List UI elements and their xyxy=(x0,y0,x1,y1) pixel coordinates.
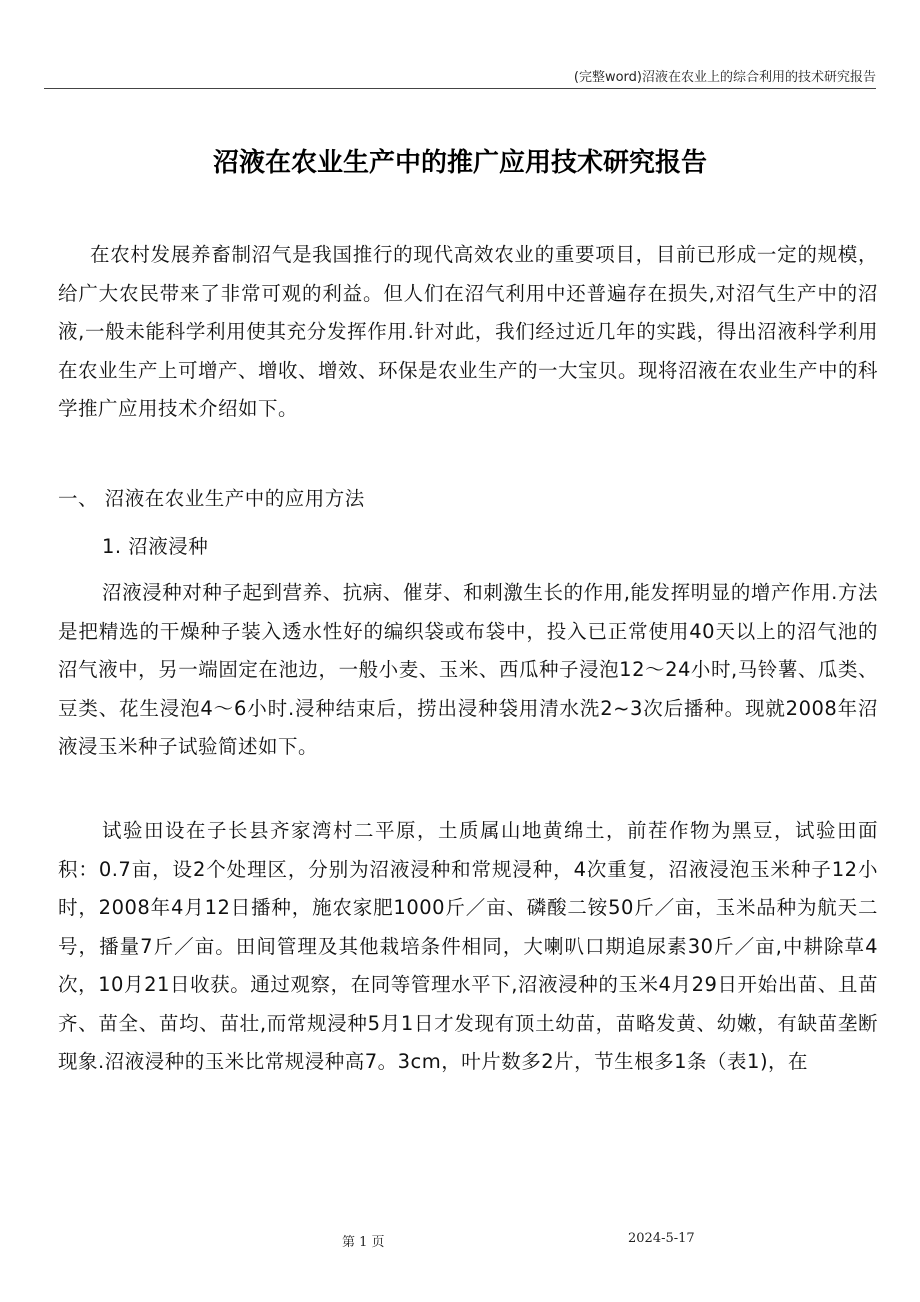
experiment-paragraph: 试验田设在子长县齐家湾村二平原，土质属山地黄绵土，前茬作物为黑豆，试验田面积：0.7亩，设2个处理区，分别为沼液浸种和常规浸种，4次重复，沼液浸泡玉米种子12小时，2008年4月12日播种，施农家肥1000斤／亩、磷酸二铵50斤／亩，玉米品种为航天二号，播量7斤／亩。田间管理及其他栽培条件相同，大喇叭口期追尿素30斤／亩,中耕除草4次，10月21日收获。通过观察，在同等管理水平下,沼液浸种的玉米4月29日开始出苗、且苗齐、苗全、苗均、苗壮,而常规浸种5月1日才发现有顶土幼苗，苗略发黄、幼嫩，有缺苗垄断现象.沼液浸种的玉米比常规浸种高7。3cm，叶片数多2片，节生根多1条（表1)，在 xyxy=(58,819,878,1073)
running-header: (完整word)沼液在农业上的综合利用的技术研究报告 xyxy=(573,70,876,85)
section-heading: 一、 沼液在农业生产中的应用方法 xyxy=(58,487,365,510)
header-rule xyxy=(44,88,876,89)
subsection-heading: 1. 沼液浸种 xyxy=(102,535,209,558)
method-paragraph: 沼液浸种对种子起到营养、抗病、催芽、和刺激生长的作用,能发挥明显的增产作用.方法是把精选的干燥种子装入透水性好的编织袋或布袋中，投入已正常使用40天以上的沼气池的沼气液中，另一端固定在池边，一般小麦、玉米、西瓜种子浸泡12～24小时,马铃薯、瓜类、豆类、花生浸泡4～6小时.浸种结束后，捞出浸种袋用清水洗2~3次后播种。现就2008年沼液浸玉米种子试验简述如下。 xyxy=(58,581,878,758)
document-title: 沼液在农业生产中的推广应用技术研究报告 xyxy=(212,148,707,178)
page-number: 第 1 页 xyxy=(342,1235,385,1250)
footer-date: 2024-5-17 xyxy=(628,1231,695,1246)
intro-paragraph: 在农村发展养畜制沼气是我国推行的现代高效农业的重要项目，目前已形成一定的规模，给广大农民带来了非常可观的利益。但人们在沼气利用中还普遍存在损失,对沼气生产中的沼液,一般未能科学利用使其充分发挥作用.针对此，我们经过近几年的实践，得出沼液科学利用在农业生产上可增产、增收、增效、环保是农业生产的一大宝贝。现将沼液在农业生产中的科学推广应用技术介绍如下。 xyxy=(58,243,879,420)
